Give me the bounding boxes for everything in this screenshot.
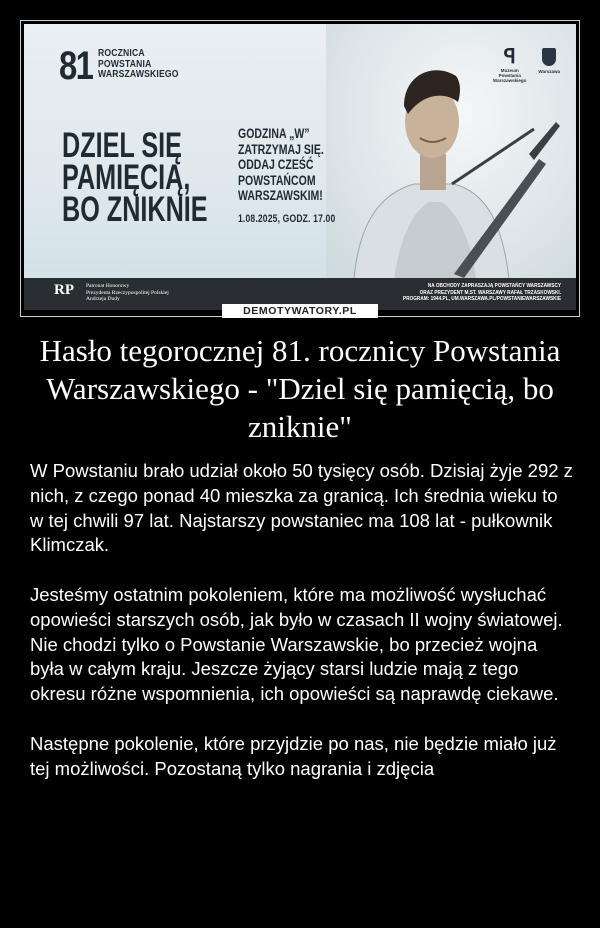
paragraph: W Powstaniu brało udział około 50 tysięcy osób. Dzisiaj żyje 292 z nich, z czego ponad 40 mieszka za granicą. Ich średnia wieku to w tej chwili 97 lat. Najstarszy powstaniec ma 108 lat - pułkownik Klimczak. [30,460,573,556]
museum-logo: ꟼ Muzeum Powstania Warszawskiego [493,45,527,83]
anchor-emblem-icon: ꟼ [503,45,516,68]
paragraph: Jesteśmy ostatnim pokoleniem, które ma możliwość wysłuchać opowieści starszych osób, jak było w czasach II wojny światowej. Nie chodzi tylko o Powstanie Warszawskie, bo przecież wojna była w całym kraju. Jeszcze żyjący starsi ludzie mają z tego okresu różne wspomnienia, ich opowieści są naprawdę ciekawe. [30,583,563,705]
anniversary-number: 81 [59,44,93,88]
description-text [30,459,575,806]
event-date: 1.08.2025, GODZ. 17.00 [238,212,336,225]
partner-logos [493,46,560,83]
site-watermark: DEMOTYWATORY.PL [222,304,378,318]
poster-info: GODZINA „W” ZATRZYMAJ SIĘ. ODDAJ CZEŚĆ POWSTAŃCOM WARSZAWSKIM! 1.08.2025, GODZ. 17.00 [238,126,335,227]
anniversary-badge: 81 ROCZNICA POWSTANIA WARSZAWSKIEGO [59,44,179,88]
rp-logo: RP [54,282,74,298]
poster-frame [20,20,580,317]
paragraph: Następne pokolenie, które przyjdzie po nas, nie będzie miało już tej możliwości. Pozostaną tylko nagrania i zdjęcia [30,732,557,779]
poster-image [24,24,576,310]
warszawa-logo: Warszawa [538,46,560,83]
page-title: Hasło tegorocznej 81. rocznicy Powstania Warszawskiego - "Dziel się pamięcią, bo zniknie" [39,333,561,444]
honorary-patronage: Patronat Honorowy Prezydenta Rzeczypospolitej Polskiej Andrzeja Dudy [86,283,169,302]
crest-icon [542,48,556,66]
invitation-text: NA OBCHODY ZAPRASZAJĄ POWSTAŃCY WARSZAWSCY ORAZ PREZYDENT M.ST. WARSZAWY RAFAŁ TRZASKOWSKI. PROGRAM: 1944.PL, UM.WARSZAWA.PL/POWSTANIEWARSZAWSKIE [402,283,561,303]
poster-slogan: DZIEL SIĘ PAMIĘCIĄ, BO ZNIKNIE [62,126,208,229]
